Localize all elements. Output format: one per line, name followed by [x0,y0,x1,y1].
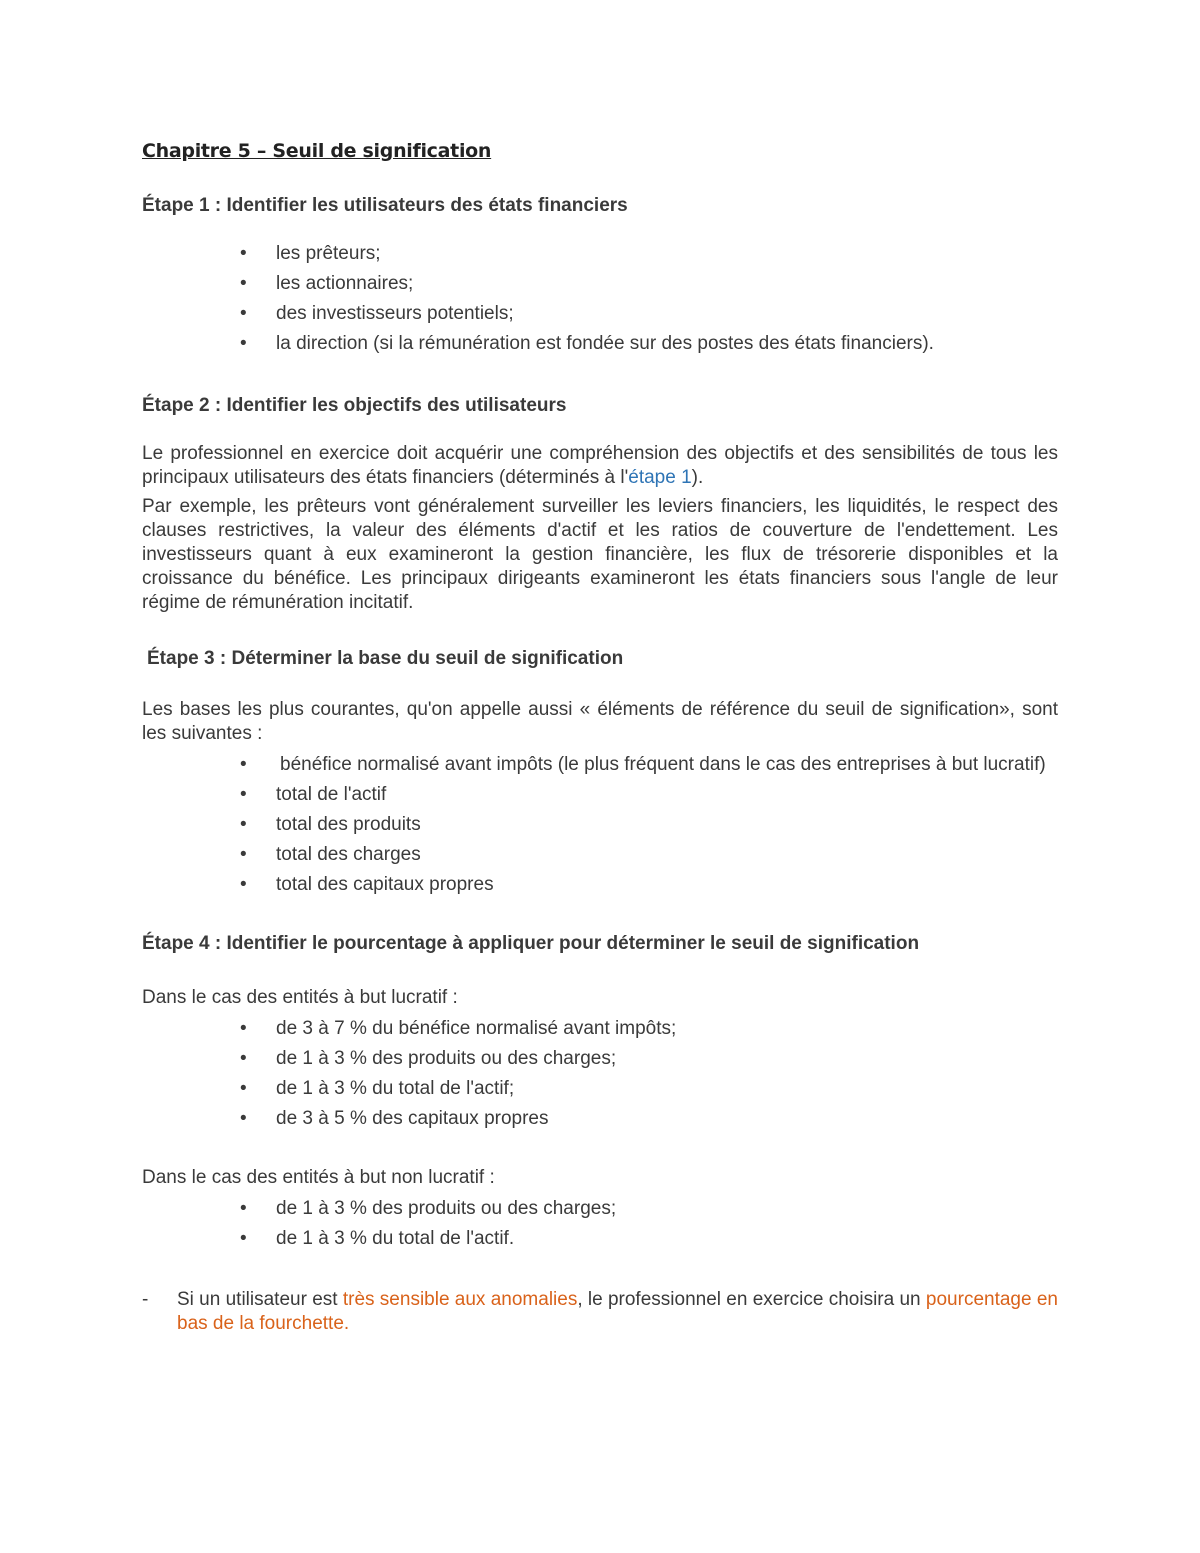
list-item: • la direction (si la rémunération est fondée sur des postes des états financiers). [142,329,1058,359]
list-item: • bénéfice normalisé avant impôts (le plus fréquent dans le cas des entreprises à but lucratif) [240,754,1046,775]
list-item: • total des charges [142,840,1058,870]
list-item: • les prêteurs; [142,239,1058,269]
list-item: • les actionnaires; [142,269,1058,299]
bullet-icon: • [240,243,247,264]
bullet-icon: • [240,1228,247,1249]
bullet-icon: • [240,273,247,294]
profit-intro: Dans le cas des entités à but lucratif : [142,987,458,1008]
list-item: • de 1 à 3 % du total de l'actif; [142,1074,1058,1104]
list-item: • total des capitaux propres [142,870,1058,900]
document-page [142,140,1058,1336]
list-item: • de 3 à 7 % du bénéfice normalisé avant impôts; [142,1014,1058,1044]
step2-paragraph-2: Par exemple, les prêteurs vont généralement surveiller les leviers financiers, les liquidités, le respect des clauses restrictives, la valeur des éléments d'actif et les ratios de couverture de l'endettement. Les investisseurs quant à eux examineront la gestion financière, les flux de trésorerie disponibles et la croissance du bénéfice. Les principaux dirigeants examineront les états financiers sous l'angle de leur régime de rémunération incitatif. [142,496,1058,613]
highlight-low-range: pourcentage en bas de la fourchette [177,1289,1058,1334]
bullet-icon: • [240,333,247,354]
bullet-icon: • [240,754,247,775]
dash-marker: - [142,1289,149,1310]
list-item: • de 1 à 3 % des produits ou des charges; [142,1044,1058,1074]
list-item: • des investisseurs potentiels; [142,299,1058,329]
list-item: • de 1 à 3 % des produits ou des charges; [142,1194,1058,1224]
step3-heading: Étape 3 : Déterminer la base du seuil de signification [147,648,624,669]
bullet-icon: • [240,1018,247,1039]
bullet-icon: • [240,784,247,805]
profit-list [142,1014,1058,1134]
bullet-icon: • [240,844,247,865]
list-item: • total de l'actif [142,780,1058,810]
nonprofit-intro: Dans le cas des entités à but non lucratif : [142,1167,495,1188]
step1-list [142,239,1058,359]
step1-link[interactable]: étape 1 [628,467,692,488]
bullet-icon: • [240,1048,247,1069]
step2-paragraph-1: Le professionnel en exercice doit acquérir une compréhension des objectifs et des sensibilités de tous les principaux utilisateurs des états financiers (déterminés à l'étape 1). [142,443,1058,488]
threshold-note: - Si un utilisateur est très sensible aux anomalies, le professionnel en exercice choisira un pourcentage en bas de la fourchette. [142,1289,1058,1334]
step1-heading: Étape 1 : Identifier les utilisateurs des états financiers [142,195,628,216]
bullet-icon: • [240,1108,247,1129]
step2-heading: Étape 2 : Identifier les objectifs des utilisateurs [142,395,567,416]
step3-intro: Les bases les plus courantes, qu'on appelle aussi « éléments de référence du seuil de signification», sont les suivantes : [142,699,1058,744]
bullet-icon: • [240,874,247,895]
step3-list [142,750,1058,900]
highlight-sensitive: très sensible aux anomalies [342,1289,578,1310]
bullet-icon: • [240,814,247,835]
step4-heading: Étape 4 : Identifier le pourcentage à appliquer pour déterminer le seuil de signification [142,933,920,954]
bullet-icon: • [240,1198,247,1219]
list-item: • total des produits [142,810,1058,840]
bullet-icon: • [240,303,247,324]
list-item: • de 1 à 3 % du total de l'actif. [142,1224,1058,1254]
page-title: Chapitre 5 – Seuil de signification [142,140,492,162]
nonprofit-list [142,1194,1058,1254]
bullet-icon: • [240,1078,247,1099]
list-item: • de 3 à 5 % des capitaux propres [142,1104,1058,1134]
